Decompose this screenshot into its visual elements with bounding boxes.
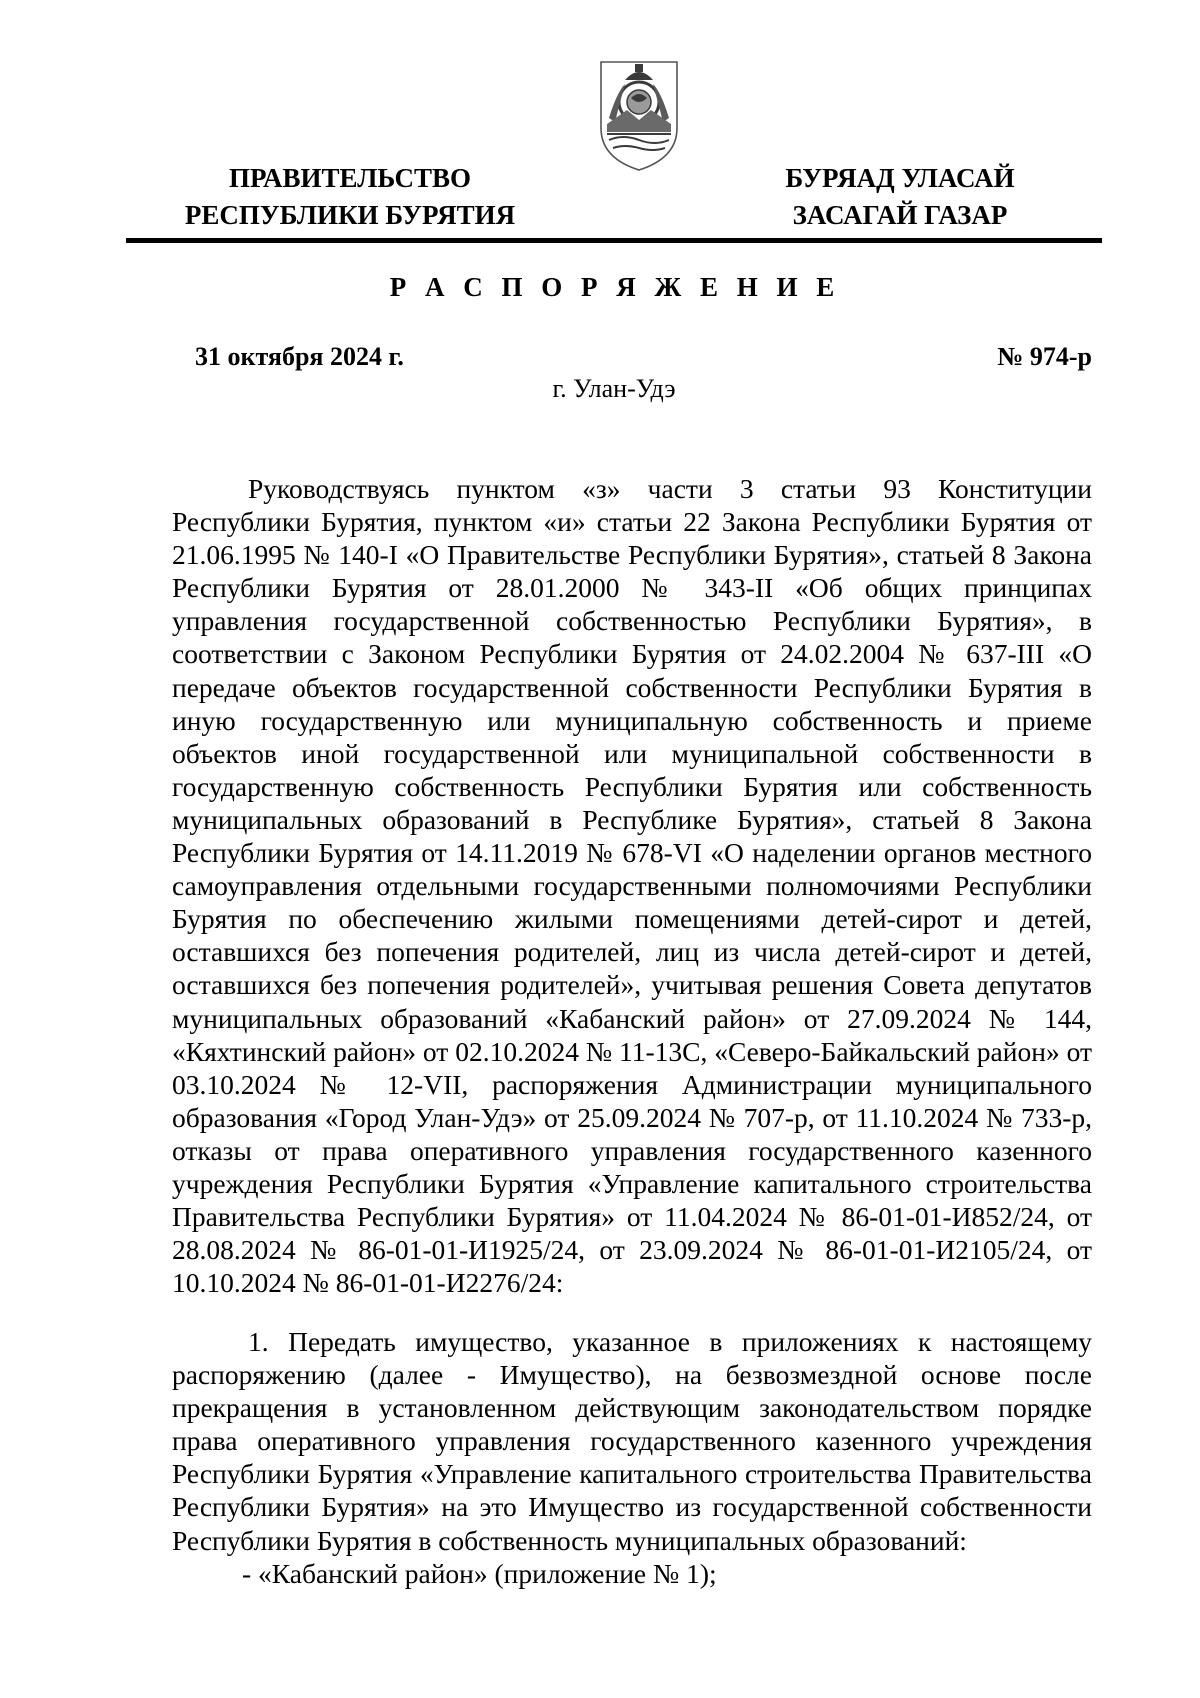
preamble-section: [172, 472, 1092, 1299]
org-name-russian-line1: ПРАВИТЕЛЬСТВО: [228, 163, 472, 193]
item-1-paragraph: 1. Передать имущество, указанное в приложениях к настоящему распоряжению (далее - Имущество), на безвозмездной основе после прекращения в установленном действующим законодательством порядке права оперативного управления государственного казенного учреждения Республики Бурятия «Управление капитального строительства Правительства Республики Бурятия» на это Имущество из государственной собственности Республики Бурятия в собственность муниципальных образований:: [172, 1326, 1092, 1556]
org-name-buryat-line2: ЗАСАГАЙ ГАЗАР: [792, 200, 1008, 230]
preamble-paragraph: Руководствуясь пунктом «з» части 3 статьи 93 Конституции Республики Бурятия, пунктом «и» статьи 22 Закона Республики Бурятия от 21.06.1995 № 140-I «О Правительстве Республики Бурятия», статьей 8 Закона Республики Бурятия от 28.01.2000 № 343-II «Об общих принципах управления государственной собственностью Республики Бурятия», в соответствии с Законом Республики Бурятия от 24.02.2004 № 637-III «О передаче объектов государственной собственности Республики Бурятия в иную государственную или муниципальную собственность и приеме объектов иной государственной или муниципальной собственности в государственную собственность Республики Бурятия или собственность муниципальных образований в Республике Бурятия», статьей 8 Закона Республики Бурятия от 14.11.2019 № 678-VI «О наделении органов местного самоуправления отдельными государственными полномочиями Республики Бурятия по обеспечению жилыми помещениями детей-сирот и детей, оставшихся без попечения родителей, лиц из числа детей-сирот и детей, оставшихся без попечения родителей», учитывая решения Совета депутатов муниципальных образований «Кабанский район» от 27.09.2024 № 144, «Кяхтинский район» от 02.10.2024 № 11-13С, «Северо-Байкальский район» от 03.10.2024 № 12-VII, распоряжения Администрации муниципального образования «Город Улан-Удэ» от 25.09.2024 № 707-р, от 11.10.2024 № 733-р, отказы от права оперативного управления государственного казенного учреждения Республики Бурятия «Управление капитального строительства Правительства Республики Бурятия» от 11.04.2024 № 86-01-01-И852/24, от 28.08.2024 № 86-01-01-И1925/24, от 23.09.2024 № 86-01-01-И2105/24, от 10.10.2024 № 86-01-01-И2276/24:: [172, 473, 1092, 1299]
item-1-section: [172, 1325, 1092, 1590]
document-number: № 974-р: [997, 342, 1092, 371]
org-name-russian: [170, 160, 530, 234]
document-date: 31 октября 2024 г.: [195, 342, 404, 371]
org-name-buryat: [755, 160, 1045, 234]
org-name-buryat-line1: БУРЯАД УЛАСАЙ: [785, 163, 1015, 193]
org-name-russian-line2: РЕСПУБЛИКИ БУРЯТИЯ: [184, 200, 516, 230]
document-city: г. Улан-Удэ: [552, 374, 676, 403]
document-type-title: Р А С П О Р Я Ж Е Н И Е: [389, 272, 841, 302]
coat-of-arms-emblem-icon: [597, 58, 681, 174]
header-divider: [126, 238, 1102, 243]
item-1-sub-item-1: - «Кабанский район» (приложение № 1);: [242, 1557, 717, 1589]
